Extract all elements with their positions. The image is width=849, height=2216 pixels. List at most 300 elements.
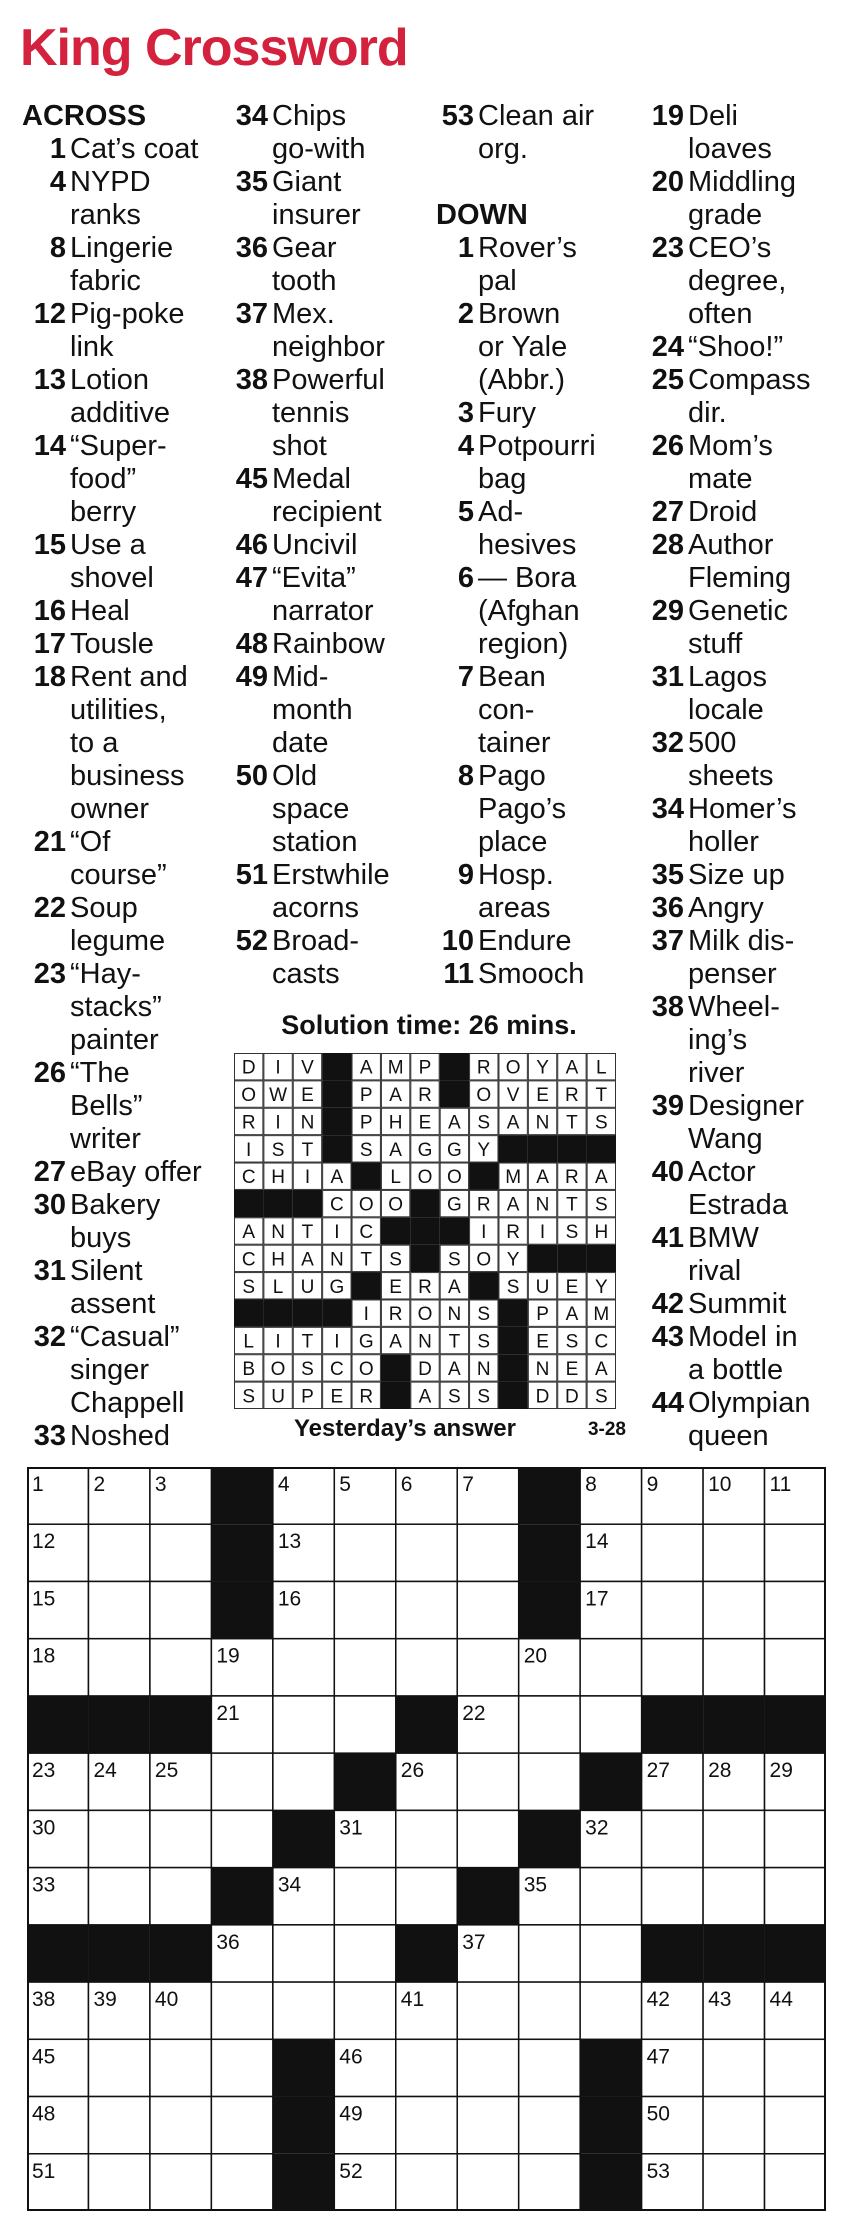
mini-letter: T <box>301 1222 314 1243</box>
grid-cell[interactable] <box>334 1581 395 1638</box>
clue-text <box>70 364 227 430</box>
mini-letter: S <box>477 1331 491 1353</box>
clue-text <box>688 661 849 727</box>
mini-letter: I <box>275 1112 281 1134</box>
cell-number: 25 <box>154 1759 179 1783</box>
clue-text <box>70 826 227 892</box>
grid-cell[interactable] <box>457 1639 518 1696</box>
clue-line: owner <box>70 793 149 825</box>
clue-line: Bean <box>478 661 546 693</box>
grid-cell[interactable] <box>396 1810 457 1867</box>
grid-cell[interactable] <box>273 1696 334 1753</box>
grid-cell[interactable] <box>396 1868 457 1925</box>
black-square <box>88 1696 149 1753</box>
clue-line: (Abbr.) <box>478 364 566 396</box>
mini-letter: O <box>270 1358 286 1380</box>
grid-cell[interactable] <box>334 1982 395 2039</box>
clue-line: Designer <box>688 1090 805 1122</box>
clue-line: additive <box>70 397 170 429</box>
clue <box>230 232 435 298</box>
grid-cell[interactable] <box>519 2097 580 2154</box>
clue <box>436 430 641 496</box>
grid-cell[interactable] <box>150 1810 211 1867</box>
clue <box>646 1090 849 1156</box>
clue-number: 42 <box>651 1288 684 1320</box>
grid-cell[interactable] <box>765 1524 826 1581</box>
mini-letter: N <box>418 1331 432 1353</box>
mini-letter: P <box>359 1112 373 1134</box>
mini-letter: E <box>565 1276 579 1298</box>
mini-letter: N <box>535 1194 550 1216</box>
mini-letter: P <box>301 1386 314 1408</box>
mini-letter: L <box>596 1057 607 1079</box>
clue <box>646 232 849 331</box>
mini-letter: H <box>594 1222 609 1243</box>
clue-line: Rover’s <box>478 232 577 264</box>
mini-letter: P <box>359 1085 373 1107</box>
grid-cell[interactable] <box>150 1639 211 1696</box>
grid-cell[interactable] <box>703 2154 764 2211</box>
grid-cell[interactable] <box>457 1810 518 1867</box>
mini-letter: I <box>363 1304 369 1326</box>
clue-text <box>70 1189 227 1255</box>
grid-cell[interactable] <box>642 1639 703 1696</box>
clue-number: 27 <box>651 496 684 528</box>
grid-cell[interactable] <box>765 1581 826 1638</box>
clue-line: Wang <box>688 1123 763 1155</box>
grid-cell[interactable] <box>334 1868 395 1925</box>
clue-number: 28 <box>651 529 684 561</box>
mini-letter: N <box>535 1112 550 1134</box>
grid-cell[interactable] <box>519 2154 580 2211</box>
grid-cell[interactable] <box>457 1982 518 2039</box>
cell-number: 51 <box>32 2159 56 2183</box>
clue-line: Giant <box>272 166 342 198</box>
clue-line: shot <box>272 430 327 462</box>
clue-text <box>688 166 849 232</box>
grid-cell[interactable] <box>580 1982 641 2039</box>
clue-line: Brown <box>478 298 561 330</box>
mini-black-square <box>293 1299 322 1326</box>
clue-text <box>688 232 849 331</box>
clue-text <box>272 760 435 859</box>
grid-cell[interactable] <box>580 1925 641 1982</box>
mini-letter: A <box>389 1085 402 1107</box>
grid-cell[interactable] <box>150 1868 211 1925</box>
clue-line: singer <box>70 1354 149 1386</box>
mini-letter: S <box>477 1112 491 1134</box>
clue-line: Noshed <box>70 1420 170 1452</box>
clue-number: 41 <box>651 1222 684 1254</box>
clue-column-4 <box>646 100 849 1453</box>
grid-cell[interactable] <box>519 2039 580 2096</box>
grid-cell[interactable] <box>457 2097 518 2154</box>
mini-letter: Y <box>477 1139 491 1161</box>
grid-cell[interactable] <box>703 1524 764 1581</box>
mini-letter: H <box>271 1167 285 1189</box>
mini-letter: A <box>448 1358 461 1380</box>
clue-number: 45 <box>235 463 268 495</box>
mini-letter: D <box>418 1358 432 1380</box>
grid-cell[interactable] <box>211 1753 272 1810</box>
mini-black-square <box>410 1245 439 1272</box>
mini-letter: O <box>476 1085 492 1107</box>
mini-letter: S <box>594 1194 608 1216</box>
grid-cell[interactable] <box>519 1696 580 1753</box>
grid-cell[interactable] <box>765 1639 826 1696</box>
clue-line: Gear <box>272 232 337 264</box>
clue <box>646 991 849 1090</box>
grid-cell[interactable] <box>334 1639 395 1696</box>
mini-letter: R <box>565 1085 579 1107</box>
mini-letter: O <box>358 1194 374 1216</box>
grid-cell[interactable] <box>457 2154 518 2211</box>
grid-cell[interactable] <box>642 1581 703 1638</box>
grid-cell[interactable] <box>457 2039 518 2096</box>
clue-text <box>688 925 849 991</box>
clue-line: or Yale <box>478 331 568 363</box>
clue-number: 3 <box>457 397 474 429</box>
clue-text <box>272 859 435 925</box>
clue <box>22 628 227 661</box>
mini-black-square <box>498 1382 527 1409</box>
clue-line: pal <box>478 265 517 297</box>
crossword-grid[interactable] <box>27 1467 826 2211</box>
clue-line: Chips <box>272 100 347 132</box>
grid-cell[interactable] <box>273 1982 334 2039</box>
mini-letter: G <box>446 1194 462 1216</box>
mini-letter: S <box>242 1276 256 1298</box>
clue-line: recipient <box>272 496 382 528</box>
grid-cell[interactable] <box>703 1639 764 1696</box>
clue-number: 19 <box>651 100 684 132</box>
grid-cell[interactable] <box>519 1982 580 2039</box>
mini-letter: A <box>418 1386 432 1408</box>
clue-line: Lingerie <box>70 232 174 264</box>
mini-black-square <box>381 1217 410 1244</box>
mini-letter: R <box>418 1276 432 1298</box>
mini-letter: T <box>566 1112 578 1134</box>
clue-number: 37 <box>651 925 684 957</box>
clue-line: Soup <box>70 892 138 924</box>
grid-cell[interactable] <box>580 1639 641 1696</box>
black-square <box>580 2154 641 2211</box>
clue-number: 40 <box>651 1156 684 1188</box>
cell-number: 29 <box>769 1759 793 1783</box>
clue-line: often <box>688 298 753 330</box>
clue <box>230 529 435 562</box>
mini-letter: T <box>301 1139 314 1161</box>
grid-cell[interactable] <box>273 1925 334 1982</box>
clue-text <box>478 397 641 430</box>
clue-text <box>272 364 435 463</box>
clue <box>646 925 849 991</box>
clue-number: 35 <box>651 859 684 891</box>
grid-cell[interactable] <box>580 1868 641 1925</box>
mini-letter: O <box>241 1085 257 1107</box>
mini-letter: S <box>594 1112 608 1134</box>
grid-cell[interactable] <box>703 1581 764 1638</box>
clue-line: NYPD <box>70 166 151 198</box>
grid-cell[interactable] <box>88 1868 149 1925</box>
clue-number: 6 <box>457 562 474 594</box>
clue <box>22 298 227 364</box>
clue-line: Endure <box>478 925 572 957</box>
mini-letter: A <box>594 1358 608 1380</box>
mini-black-square <box>498 1354 527 1381</box>
grid-cell[interactable] <box>273 1753 334 1810</box>
clue-text <box>688 100 849 166</box>
black-square <box>580 2097 641 2154</box>
mini-letter: T <box>448 1331 461 1353</box>
grid-cell[interactable] <box>88 2097 149 2154</box>
mini-black-square <box>498 1135 527 1162</box>
clue-line: bag <box>478 463 527 495</box>
grid-cell[interactable] <box>765 2154 826 2211</box>
grid-cell[interactable] <box>150 2154 211 2211</box>
clue-number: 27 <box>33 1156 66 1188</box>
cell-number: 18 <box>32 1644 56 1668</box>
mini-black-square <box>381 1354 410 1381</box>
cell-number: 21 <box>216 1701 240 1725</box>
grid-cell[interactable] <box>580 1696 641 1753</box>
clue-line: Old <box>272 760 318 792</box>
cell-number: 47 <box>646 2045 670 2069</box>
grid-cell[interactable] <box>334 1524 395 1581</box>
mini-letter: S <box>477 1386 491 1408</box>
clue-number: 4 <box>49 166 66 198</box>
grid-cell[interactable] <box>396 2097 457 2154</box>
grid-cell[interactable] <box>703 1810 764 1867</box>
mini-letter: B <box>242 1358 256 1380</box>
grid-cell[interactable] <box>150 1524 211 1581</box>
clue-line: go-with <box>272 133 366 165</box>
mini-letter: S <box>301 1358 314 1380</box>
clue <box>22 1420 227 1453</box>
clue <box>436 496 641 562</box>
grid-cell[interactable] <box>211 1982 272 2039</box>
clue-line: stuff <box>688 628 743 660</box>
cell-number: 11 <box>769 1473 792 1496</box>
clue <box>436 562 641 661</box>
mini-letter: R <box>359 1386 374 1408</box>
mini-letter: G <box>358 1331 374 1353</box>
clue-line: Actor <box>688 1156 756 1188</box>
mini-letter: A <box>565 1304 579 1326</box>
grid-cell[interactable] <box>703 2039 764 2096</box>
grid-cell[interactable] <box>519 1925 580 1982</box>
mini-letter: A <box>389 1331 402 1353</box>
clue-text <box>478 859 641 925</box>
mini-black-square <box>440 1053 469 1080</box>
grid-cell[interactable] <box>519 1753 580 1810</box>
clue-line: grade <box>688 199 763 231</box>
clue-line: course” <box>70 859 167 891</box>
mini-letter: T <box>301 1331 314 1353</box>
clue-line: locale <box>688 694 764 726</box>
grid-cell[interactable] <box>150 2097 211 2154</box>
grid-cell[interactable] <box>211 2039 272 2096</box>
mini-letter: O <box>505 1057 521 1079</box>
grid-cell[interactable] <box>765 1868 826 1925</box>
clue-line: Homer’s <box>688 793 797 825</box>
grid-cell[interactable] <box>396 2039 457 2096</box>
mini-letter: O <box>476 1249 492 1271</box>
clue-line: Angry <box>688 892 764 924</box>
clue-line: Medal <box>272 463 351 495</box>
mini-letter: L <box>272 1276 284 1298</box>
clue-number: 12 <box>33 298 66 330</box>
clue-line: Rainbow <box>272 628 385 660</box>
grid-cell[interactable] <box>150 1581 211 1638</box>
cell-number: 46 <box>339 2045 363 2069</box>
clue <box>646 1387 849 1453</box>
grid-cell[interactable] <box>211 2154 272 2211</box>
clue-number: 7 <box>457 661 474 693</box>
clue-line: insurer <box>272 199 361 231</box>
clue-line: Lotion <box>70 364 150 396</box>
grid-cell[interactable] <box>150 2039 211 2096</box>
clue-number: 18 <box>33 661 66 693</box>
mini-letter: U <box>300 1276 315 1298</box>
mini-letter: O <box>358 1358 374 1380</box>
clue-line: queen <box>688 1420 769 1452</box>
grid-cell[interactable] <box>765 1810 826 1867</box>
cell-number: 1 <box>32 1473 44 1496</box>
clue-line: Ad- <box>478 496 524 528</box>
clue-column-2 <box>230 100 435 991</box>
clue-text <box>688 991 849 1090</box>
grid-cell[interactable] <box>642 1868 703 1925</box>
grid-cell[interactable] <box>457 1524 518 1581</box>
mini-letter: S <box>506 1276 520 1298</box>
cell-number: 13 <box>277 1530 302 1554</box>
clue-line: legume <box>70 925 166 957</box>
clue <box>22 364 227 430</box>
black-square <box>642 1696 703 1753</box>
grid-cell[interactable] <box>642 1810 703 1867</box>
clue-line: Bells” <box>70 1090 143 1122</box>
mini-letter: L <box>390 1167 401 1189</box>
clue-text <box>688 892 849 925</box>
black-square <box>396 1925 457 1982</box>
clue-number: 36 <box>651 892 684 924</box>
grid-cell[interactable] <box>703 1868 764 1925</box>
grid-cell[interactable] <box>457 1581 518 1638</box>
cell-number: 48 <box>32 2102 56 2126</box>
mini-letter: E <box>418 1112 432 1134</box>
clue-text <box>70 529 227 595</box>
black-square <box>273 2039 334 2096</box>
clue-text <box>688 331 849 364</box>
cell-number: 10 <box>708 1473 732 1496</box>
mini-letter: R <box>476 1057 491 1079</box>
clue <box>436 859 641 925</box>
black-square <box>519 1467 580 1524</box>
clue-line: Summit <box>688 1288 787 1320</box>
grid-cell[interactable] <box>88 1524 149 1581</box>
mini-letter: S <box>271 1139 285 1161</box>
mini-black-square <box>352 1163 381 1190</box>
grid-cell[interactable] <box>396 1639 457 1696</box>
grid-cell[interactable] <box>88 1639 149 1696</box>
clue-line: ing’s <box>688 1024 748 1056</box>
mini-letter: T <box>566 1194 578 1216</box>
clue-line: Genetic <box>688 595 788 627</box>
mini-letter: E <box>330 1386 344 1408</box>
grid-cell[interactable] <box>88 2039 149 2096</box>
clue-line: BMW <box>688 1222 759 1254</box>
clue <box>646 892 849 925</box>
grid-cell[interactable] <box>88 1581 149 1638</box>
cell-number: 12 <box>32 1530 56 1554</box>
mini-letter: H <box>271 1249 285 1271</box>
cell-number: 5 <box>339 1473 351 1496</box>
grid-cell[interactable] <box>334 1925 395 1982</box>
clue-text <box>70 1057 227 1156</box>
grid-cell[interactable] <box>396 1524 457 1581</box>
clue-line: station <box>272 826 358 858</box>
clue-text <box>478 760 641 859</box>
grid-cell[interactable] <box>765 2039 826 2096</box>
clue-number: 34 <box>235 100 268 132</box>
clue-line: Droid <box>688 496 758 528</box>
clue-line: painter <box>70 1024 159 1056</box>
clue-line: Rent and <box>70 661 188 693</box>
grid-cell[interactable] <box>88 1810 149 1867</box>
clue-line: “Hay- <box>70 958 141 990</box>
grid-cell[interactable] <box>396 2154 457 2211</box>
grid-cell[interactable] <box>457 1753 518 1810</box>
clue <box>646 1156 849 1222</box>
grid-cell[interactable] <box>396 1581 457 1638</box>
mini-letter: L <box>243 1331 254 1353</box>
clue-text <box>478 100 641 166</box>
mini-black-square <box>352 1272 381 1299</box>
clue-line: Middling <box>688 166 796 198</box>
clue-line: casts <box>272 958 340 990</box>
clue-line: Cat’s coat <box>70 133 199 165</box>
clue-line: Milk dis- <box>688 925 795 957</box>
grid-cell[interactable] <box>334 1696 395 1753</box>
mini-black-square <box>528 1135 557 1162</box>
grid-cell[interactable] <box>703 2097 764 2154</box>
clue-text <box>688 1288 849 1321</box>
clue-number: 32 <box>651 727 684 759</box>
grid-cell[interactable] <box>88 2154 149 2211</box>
grid-cell[interactable] <box>211 2097 272 2154</box>
clue-line: stacks” <box>70 991 162 1023</box>
grid-cell[interactable] <box>765 2097 826 2154</box>
clue <box>22 661 227 826</box>
clue-number: 8 <box>49 232 66 264</box>
clue-number: 34 <box>651 793 684 825</box>
solution-time: Solution time: 26 mins. <box>281 1010 577 1040</box>
clue <box>646 331 849 364</box>
grid-cell[interactable] <box>273 1639 334 1696</box>
mini-letter: N <box>300 1112 315 1134</box>
mini-letter: E <box>301 1085 314 1107</box>
clue-line: “Evita” <box>272 562 356 594</box>
mini-letter: O <box>417 1167 433 1189</box>
clue <box>646 430 849 496</box>
clue <box>22 826 227 892</box>
grid-cell[interactable] <box>211 1810 272 1867</box>
clue <box>22 892 227 958</box>
clue <box>22 1189 227 1255</box>
cell-number: 36 <box>216 1930 240 1954</box>
grid-cell[interactable] <box>642 1524 703 1581</box>
